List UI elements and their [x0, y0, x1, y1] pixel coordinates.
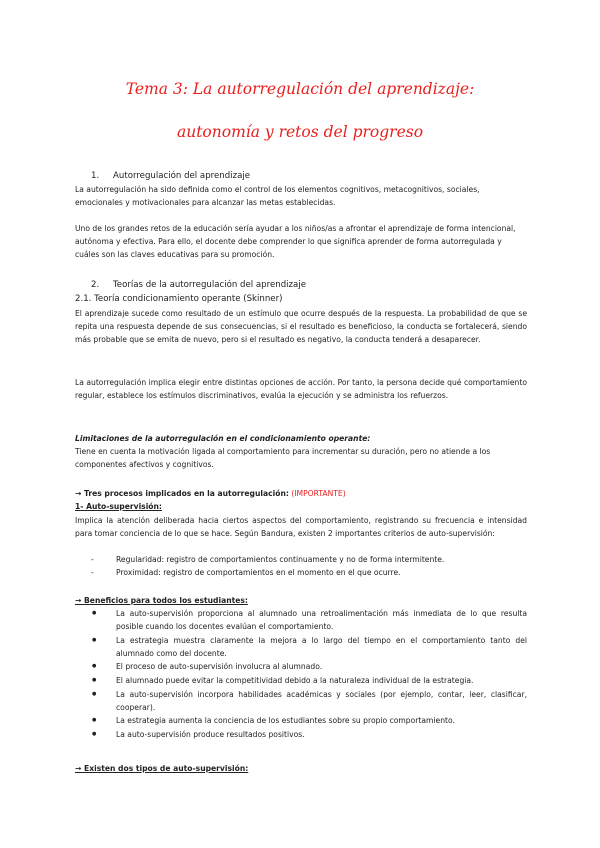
- section-2-number: 2.: [91, 280, 100, 290]
- benefit-item: ● La auto-supervisión incorpora habilidades académicas y sociales (por ejemplo, contar, leer, clasificar, cooperar).: [75, 688, 527, 714]
- benefit-item: ● El alumnado puede evitar la competitividad debido a la naturaleza individual de la estrategia.: [75, 674, 527, 687]
- auto-supervision-heading: 1- Auto-supervisión:: [75, 502, 162, 511]
- auto-supervision-text: Implica la atención deliberada hacia ciertos aspectos del comportamiento, registrando su frecuencia e intensidad para tomar conciencia de lo que se hace. Según Bandura, existen 2 importantes criterios de auto-supervisión:: [75, 516, 527, 538]
- section-2-paragraph-1: El aprendizaje sucede como resultado de un estímulo que ocurre después de la respuesta. La probabilidad de que se repita una respuesta depende de sus consecuencias, si el resultado es beneficioso, la conducta se fortalecerá, siendo más probable que se emita de nuevo, pero si el resultado es negativo, la conducta tenderá a desaparecer.: [75, 309, 527, 344]
- section-2-heading: [75, 279, 527, 292]
- section-1-paragraph-2: Uno de los grandes retos de la educación sería ayudar a los niños/as a afrontar el aprendizaje de forma intencional, autónoma y efectiva. Para ello, el docente debe comprender lo que significa aprender de forma autorregulada y cuáles son las claves educativas para su promoción.: [75, 224, 516, 259]
- three-processes-label: → Tres procesos implicados en la autorregulación:: [75, 489, 289, 498]
- types-heading: → Existen dos tipos de auto-supervisión:: [75, 764, 249, 773]
- limitations-text: Tiene en cuenta la motivación ligada al comportamiento para incrementar su duración, pero no atiende a los componentes afectivos y cognitivos.: [75, 447, 491, 469]
- important-tag: (IMPORTANTE): [291, 489, 346, 498]
- section-2-title: Teorías de la autorregulación del aprendizaje: [113, 280, 307, 290]
- title-line-2: autonomía y retos del progreso: [176, 123, 424, 141]
- section-1-heading: [75, 170, 527, 183]
- benefit-item: ● El proceso de auto-supervisión involucra al alumnado.: [75, 660, 527, 673]
- section-2-paragraph-2: La autorregulación implica elegir entre distintas opciones de acción. Por tanto, la persona decide qué comportamiento regular, establece los estímulos discriminativos, evalúa la ejecución y se administra los refuerzos.: [75, 378, 527, 400]
- section-1-title: Autorregulación del aprendizaje: [113, 171, 251, 181]
- limitations-title: Limitaciones de la autorregulación en el condicionamiento operante:: [75, 434, 371, 443]
- benefits-heading: → Beneficios para todos los estudiantes:: [75, 596, 248, 605]
- benefit-item: ● La auto-supervisión proporciona al alumnado una retroalimentación más inmediata de lo que resulta posible cuando los docentes evalúan el comportamiento.: [75, 607, 527, 633]
- criteria-label: Proximidad:: [116, 568, 161, 577]
- criteria-item-regularidad: [75, 553, 527, 566]
- benefit-item: ● La estrategia aumenta la conciencia de los estudiantes sobre su propio comportamiento.: [75, 714, 527, 727]
- section-1-number: 1.: [91, 171, 100, 181]
- criteria-list: [75, 553, 527, 579]
- criteria-text: registro de comportamientos en el momento en el que ocurre.: [160, 568, 401, 577]
- subsection-2-1-heading: 2.1. Teoría condicionamiento operante (Skinner): [75, 294, 283, 304]
- title-line-1: Tema 3: La autorregulación del aprendizaje:: [125, 80, 475, 98]
- criteria-label: Regularidad:: [116, 555, 165, 564]
- three-processes-line: [75, 487, 527, 500]
- criteria-item-proximidad: [75, 566, 527, 579]
- benefit-item: ● La auto-supervisión produce resultados positivos.: [75, 728, 527, 741]
- criteria-text: registro de comportamientos continuamente y no de forma intermitente.: [164, 555, 445, 564]
- section-1-paragraph-1: La autorregulación ha sido definida como el control de los elementos cognitivos, metacognitivos, sociales, emocionales y motivacionales para alcanzar las metas establecidas.: [75, 185, 480, 207]
- benefits-list: [75, 607, 527, 742]
- benefit-item: ● La estrategia muestra claramente la mejora a lo largo del tiempo en el comportamiento tanto del alumnado como del docente.: [75, 634, 527, 660]
